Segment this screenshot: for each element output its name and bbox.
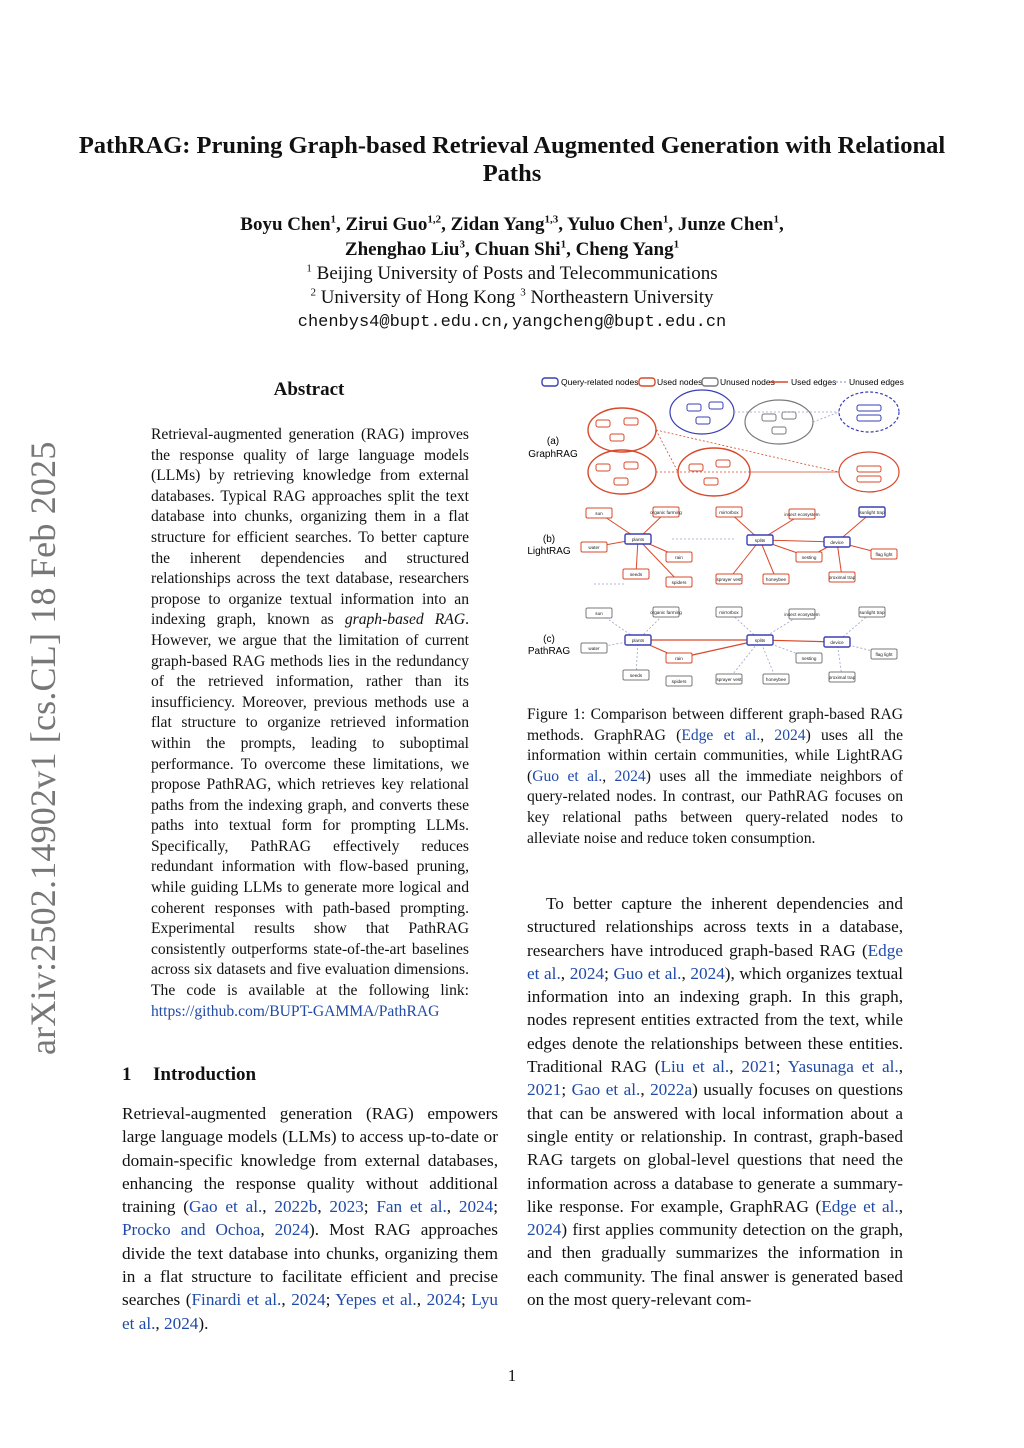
author-line-1: Boyu Chen$^1$, Zirui Guo$^{1,2}$, Zidan Yang$^{1,3}$, Yuluo Chen$^1$, Junze Chen$^1$, <box>240 213 784 235</box>
author: Yuluo Chen <box>566 214 663 235</box>
author-emails: chenbys4@bupt.edu.cn,yangcheng@bupt.edu.cn <box>297 313 727 332</box>
lightrag-node-label: sunlight trap <box>859 510 885 515</box>
citation-link[interactable]: 2024 <box>569 963 605 983</box>
pathrag-node-label: sun <box>595 611 603 616</box>
legend-label: Query-related nodes <box>561 377 639 387</box>
pathrag-node-label: seeds <box>629 673 643 678</box>
citation-link[interactable]: 2022b <box>274 1197 318 1217</box>
author: Junze Chen <box>677 214 774 235</box>
pathrag-node-label: insect ecosystem <box>784 612 820 617</box>
author-line-2: Zhenghao Liu$^3$, Chuan Shi$^1$, Cheng Yang$^1$ <box>344 238 680 260</box>
lightrag-node-label: proximal trap <box>828 575 856 580</box>
citation-link[interactable]: Edge et al. <box>681 726 761 744</box>
citation-link[interactable]: 2021 <box>741 1057 776 1077</box>
pathrag-node-label: nesting <box>801 656 817 661</box>
lightrag-node-label: honeybee <box>765 577 787 582</box>
panel-label: PathRAG <box>527 646 571 657</box>
citation-link[interactable]: 2024 <box>527 1220 562 1240</box>
citation-link[interactable]: Edge et al. <box>821 1196 899 1216</box>
pathrag-node-label: device <box>830 640 844 645</box>
lightrag-node-label: organic farming <box>650 510 682 515</box>
pathrag-node-label: water <box>588 646 600 651</box>
citation-link[interactable]: Liu et al. <box>660 1057 730 1077</box>
lightrag-node-label: device <box>830 540 844 545</box>
abstract-body: Retrieval-augmented generation (RAG) improves the response quality of large language models (LLMs) by retrieving knowledge from external databases. Typical RAG approaches split the text database into chunks, organizing them in a flat structure for efficient searches. To better capture the inherent dependencies and structured relationships across the text database, researchers propose to organize textual information into an indexing graph, known as graph-based RAG. However, we argue that the limitation of current graph-based RAG methods lies in the redundancy of the retrieved information, rather than its insufficiency. Moreover, previous methods use a flat structure to organize retrieved information within the prompts, leading to suboptimal performance. To overcome these limitations, we propose PathRAG, which retrieves key relational paths from the indexing graph, and converts these paths into textual form for prompting LLMs. Specifically, PathRAG effectively reduces redundant information with flow-based pruning, while guiding LLMs to generate more logical and coherent responses with path-based prompting. Experimental results show that PathRAG consistently outperforms state-of-the-art baselines across six datasets and five evaluation dimensions. The code is available at the following link: https://github.com/BUPT-GAMMA/PathRAG <box>151 426 469 1020</box>
section-heading-introduction: 1 Introduction <box>122 1064 257 1085</box>
legend-label: Unused nodes <box>720 377 775 387</box>
author: Zirui Guo <box>345 214 428 235</box>
pathrag-node-label: proximal trap <box>828 675 856 680</box>
citation-link[interactable]: Gao et al. <box>571 1080 641 1100</box>
lightrag-node-label: nesting <box>801 555 817 560</box>
pathrag-node-label: plants <box>631 638 645 643</box>
citation-link[interactable]: 2024 <box>164 1313 199 1333</box>
legend-swatch <box>542 378 558 386</box>
citation-link[interactable]: Guo et al. <box>613 963 682 983</box>
panel-label: (b) <box>542 534 556 545</box>
lightrag-node-label: insect ecosystem <box>784 512 820 517</box>
pathrag-node-label: rain <box>675 656 683 661</box>
citation-link[interactable]: 2024 <box>690 963 725 983</box>
panel-label: GraphRAG <box>528 449 578 460</box>
citation-link[interactable]: 2024 <box>291 1290 326 1310</box>
lightrag-node-label: spiders <box>671 580 687 585</box>
lightrag-node-label: flag light <box>875 552 893 557</box>
citation-link[interactable]: Lyu et al. <box>122 1290 499 1333</box>
legend-label: Used edges <box>791 377 837 387</box>
intro-paragraph-2: To better capture the inherent dependencies and structured relationships across texts in a database, researchers have introduced graph-based RAG (Edge et al., 2024; Guo et al., 2024), which organizes textual information into an indexing graph. In this graph, nodes represent entities extracted from the text, while edges denote the relationships between these entities. Traditional RAG (Liu et al., 2021; Yasunaga et al., 2021; Gao et al., 2022a) usually focuses on questions that can be answered with local information about a single entity or relationship. In contrast, graph-based RAG targets on global-level questions that need the information across a database to generate a summary-like response. For example, GraphRAG (Edge et al., 2024) first applies community detection on the graph, and then gradually summarizes the information in each community. The final answer is generated based on the most query-relevant com- <box>527 894 904 1310</box>
legend-label: Used nodes <box>657 377 703 387</box>
lightrag-node-label: water <box>588 545 600 550</box>
pathrag-node-label: organic farming <box>650 610 682 615</box>
pathrag-node-label: sprayer vest <box>716 677 742 682</box>
figure-legend <box>542 377 904 387</box>
citation-link[interactable]: Guo et al. <box>532 767 603 785</box>
author-list <box>60 212 964 262</box>
panel-label: (a) <box>546 436 560 447</box>
panel-label: LightRAG <box>527 546 571 557</box>
lightrag-node-label: splits <box>754 538 766 543</box>
citation-link[interactable]: 2024 <box>274 1220 310 1240</box>
author: Zhenghao Liu <box>344 239 460 260</box>
figure-1-caption: Figure 1: Comparison between different graph-based RAG methods. GraphRAG (Edge et al., 2024) uses all the information within certain communities, while LightRAG (Guo et al., 2024) uses all the immediate neighbors of query-related nodes. In contrast, our PathRAG focuses on key relational paths between query-related nodes to alleviate noise and reduce token consumption. <box>527 706 903 847</box>
lightrag-node-label: mirrorbox <box>719 510 739 515</box>
citation-link[interactable]: Gao et al. <box>188 1197 263 1217</box>
lightrag-node-label: sprayer vest <box>716 577 742 582</box>
legend-swatch <box>639 378 655 386</box>
pathrag-node-label: mirrorbox <box>719 610 739 615</box>
citation-link[interactable]: 2022a <box>650 1080 693 1100</box>
figure-1-graph-comparison <box>524 372 908 694</box>
citation-link[interactable]: Finardi et al. <box>191 1290 282 1310</box>
code-link[interactable]: https://github.com/BUPT-GAMMA/PathRAG <box>151 1002 440 1020</box>
citation-link[interactable]: Yasunaga et al. <box>787 1057 899 1077</box>
panel-a-graphrag <box>588 390 899 496</box>
author: Zidan Yang <box>450 214 545 235</box>
citation-link[interactable]: 2024 <box>774 726 806 744</box>
legend-swatch <box>702 378 718 386</box>
affiliations: $^1$ Beijing University of Posts and Telecommunications $^2$ University of Hong Kong $^3$ Northeastern University <box>306 262 718 308</box>
author: Chuan Shi <box>474 239 561 260</box>
intro-paragraph-1: Retrieval-augmented generation (RAG) empowers large language models (LLMs) to access up-to-date or domain-specific knowledge from external databases, enhancing the response quality without additional training (Gao et al., 2022b, 2023; Fan et al., 2024; Procko and Ochoa, 2024). Most RAG approaches divide the text database into chunks, organizing them in a flat structure to facilitate efficient and precise searches (Finardi et al., 2024; Yepes et al., 2024; Lyu et al., 2024). <box>122 1104 499 1333</box>
citation-link[interactable]: Fan et al. <box>376 1197 447 1217</box>
lightrag-node-label: plants <box>631 537 645 542</box>
lightrag-node-label: sun <box>595 511 603 516</box>
citation-link[interactable]: 2024 <box>426 1290 461 1310</box>
citation-link[interactable]: 2024 <box>614 767 646 785</box>
panel-label: (c) <box>543 634 555 645</box>
citation-link[interactable]: Edge et al. <box>527 940 903 983</box>
citation-link[interactable]: Yepes et al. <box>335 1290 417 1310</box>
legend-label: Unused edges <box>849 377 904 387</box>
author: Cheng Yang <box>575 239 674 260</box>
citation-link[interactable]: 2021 <box>527 1080 562 1100</box>
abstract-heading: Abstract <box>273 379 345 400</box>
author: Boyu Chen <box>240 214 331 235</box>
lightrag-node-label: rain <box>675 555 683 560</box>
citation-link[interactable]: 2023 <box>329 1197 364 1217</box>
paper-title: PathRAG: Pruning Graph-based Retrieval Augmented Generation with Relational Paths <box>78 132 946 187</box>
page-number: 1 <box>507 1366 517 1385</box>
pathrag-node-label: honeybee <box>765 677 787 682</box>
pathrag-node-label: spiders <box>671 679 687 684</box>
pathrag-node-label: sunlight trap <box>859 610 885 615</box>
citation-link[interactable]: 2024 <box>458 1197 494 1217</box>
pathrag-node-label: splits <box>754 638 766 643</box>
citation-link[interactable]: Procko and Ochoa <box>122 1220 261 1240</box>
pathrag-node-label: flag light <box>875 652 893 657</box>
arxiv-identifier: arXiv:2502.14902v1 [cs.CL] 18 Feb 2025 <box>23 441 63 1055</box>
lightrag-node-label: seeds <box>629 572 643 577</box>
